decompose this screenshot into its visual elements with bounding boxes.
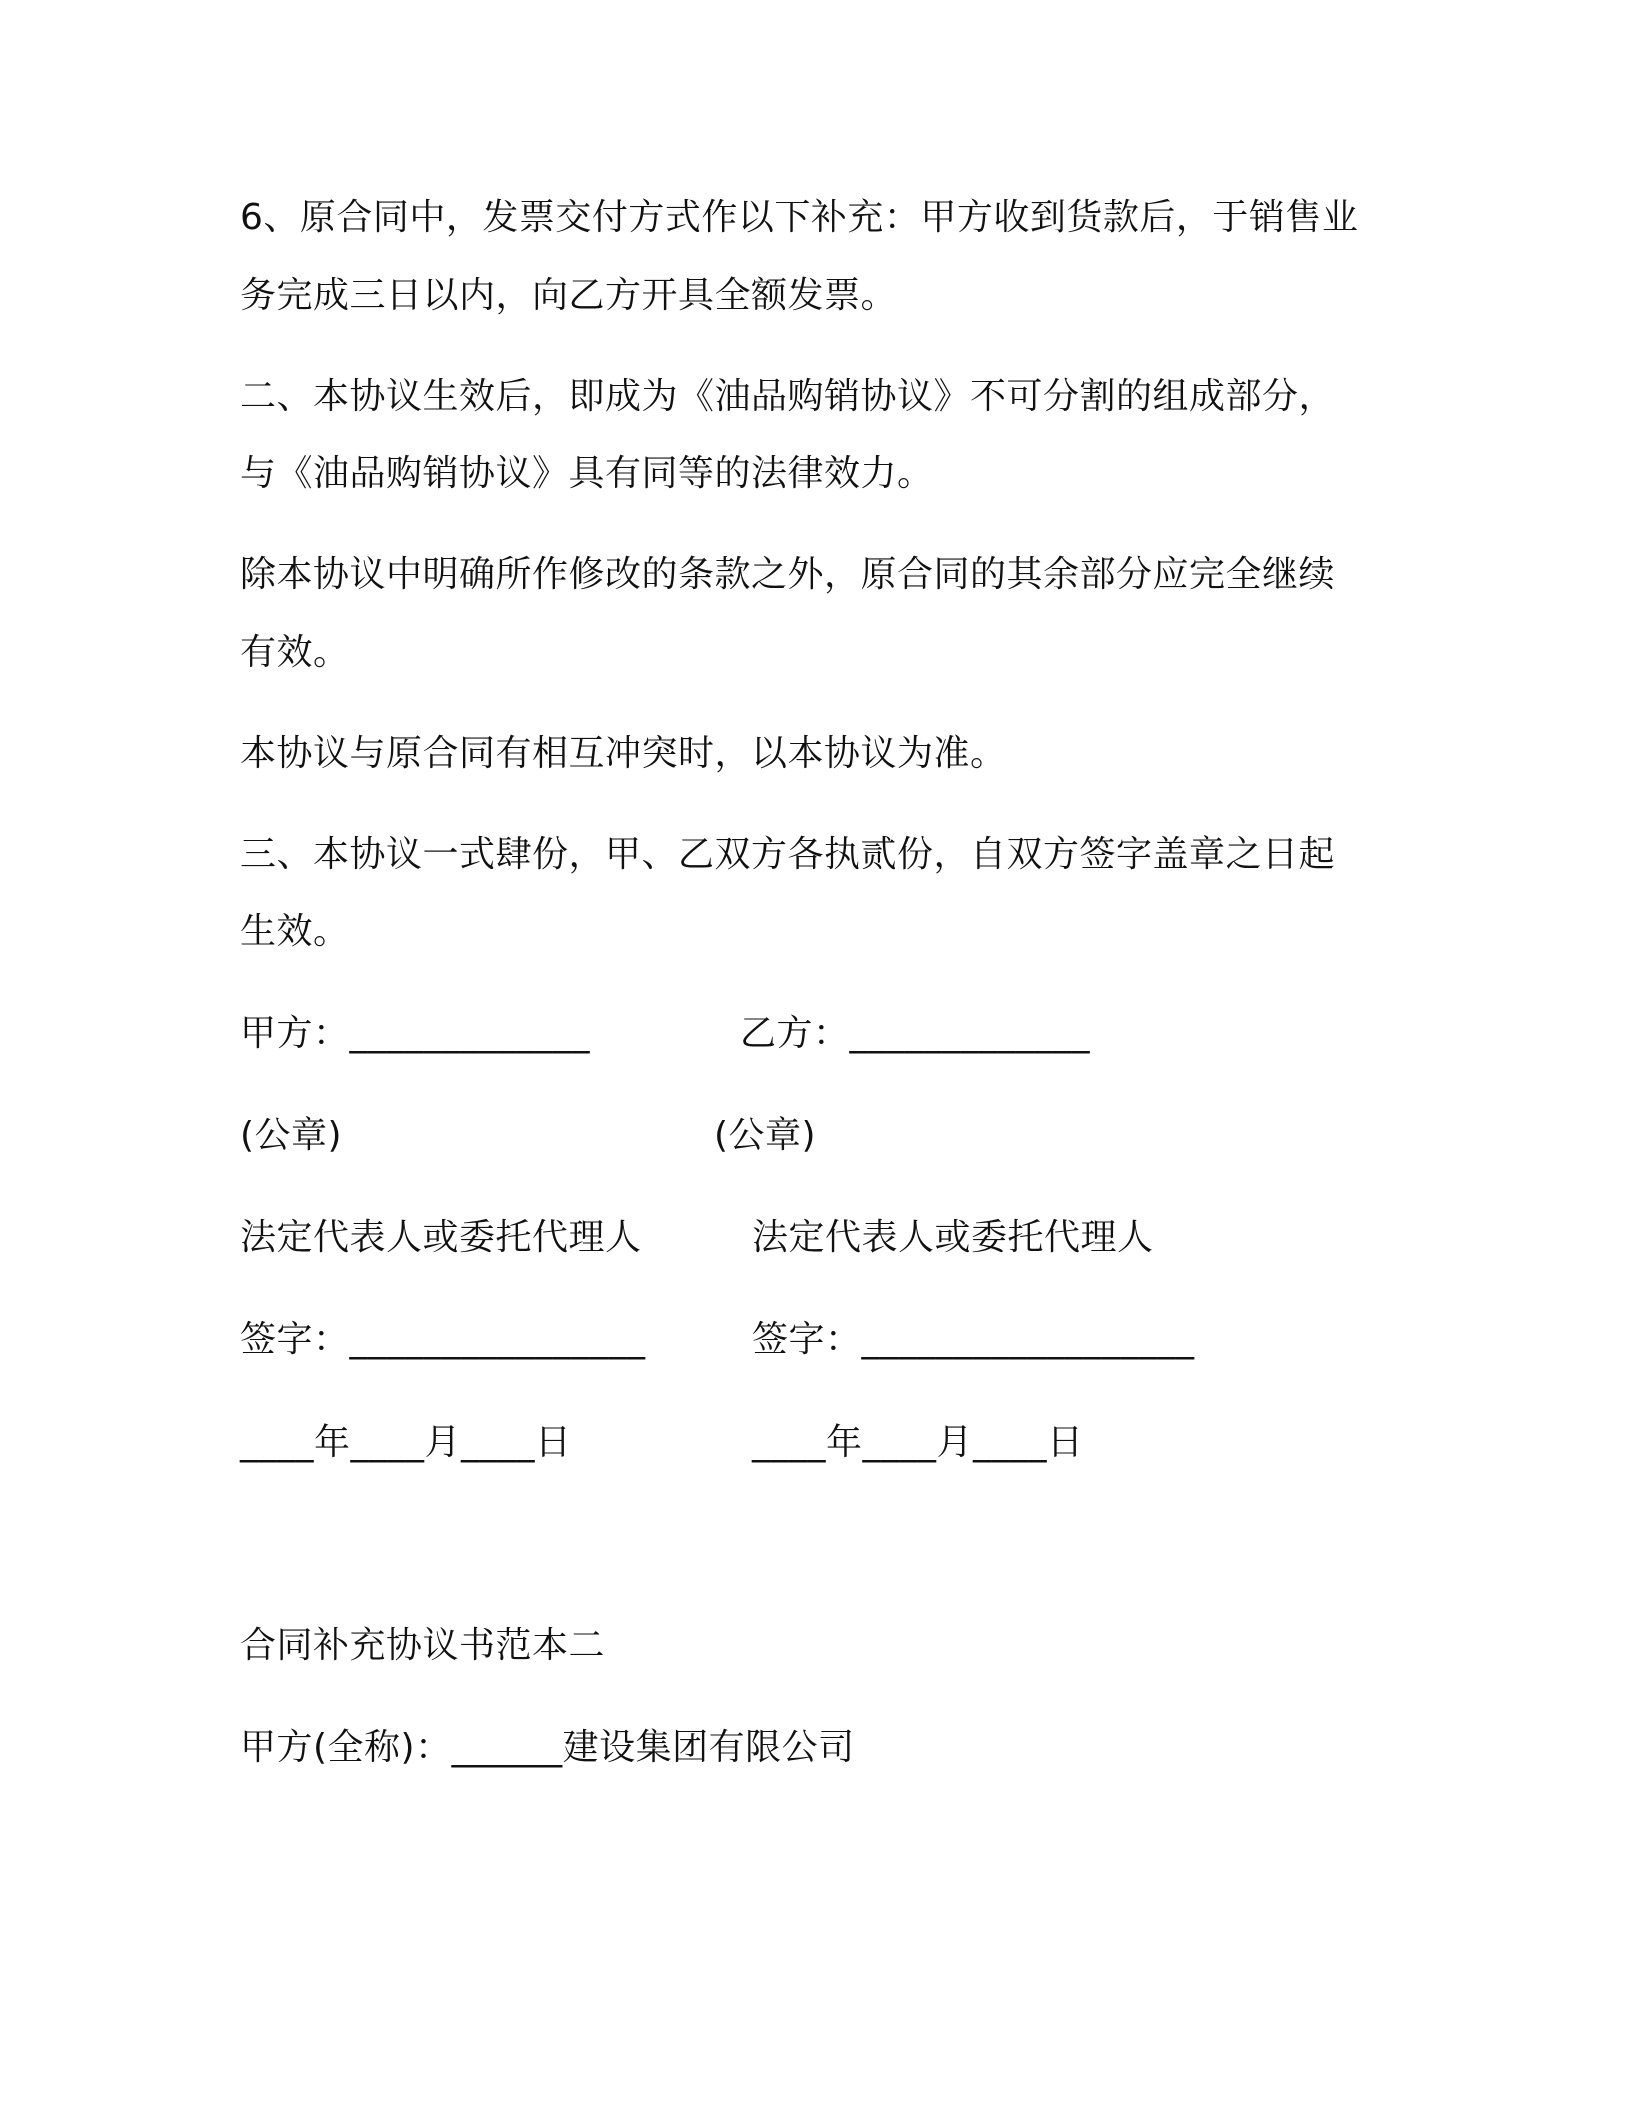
party-a-signature-line: 甲方：_____________: [240, 1013, 591, 1054]
conflict-clause: 本协议与原合同有相互冲突时，以本协议为准。: [240, 733, 1007, 774]
sample-2-title: 合同补充协议书范本二: [240, 1625, 606, 1666]
clause-2-line-1: 二、本协议生效后，即成为《油品购销协议》不可分割的组成部分，: [240, 376, 1336, 417]
party-b-date-field: ____年____月____日: [752, 1422, 1084, 1463]
party-a-sign-field: 签字：________________: [240, 1319, 646, 1360]
clause-6-line-2: 务完成三日以内，向乙方开具全额发票。: [240, 275, 898, 316]
remaining-clauses-line-1: 除本协议中明确所作修改的条款之外，原合同的其余部分应完全继续: [240, 554, 1336, 595]
party-a-representative: 法定代表人或委托代理人: [240, 1217, 642, 1258]
sample-2-party-a: 甲方(全称)：______建设集团有限公司: [240, 1727, 855, 1768]
party-b-representative: 法定代表人或委托代理人: [752, 1217, 1154, 1258]
clause-3-line-2: 生效。: [240, 911, 350, 952]
party-a-seal: (公章): [240, 1115, 343, 1156]
party-b-signature-line: 乙方：_____________: [740, 1013, 1091, 1054]
party-b-sign-field: 签字：__________________: [752, 1319, 1195, 1360]
clause-6-line-1: 6、原合同中，发票交付方式作以下补充：甲方收到货款后，于销售业: [240, 197, 1359, 238]
party-a-date-field: ____年____月____日: [240, 1422, 572, 1463]
clause-2-line-2: 与《油品购销协议》具有同等的法律效力。: [240, 453, 934, 494]
clause-3-line-1: 三、本协议一式肆份，甲、乙双方各执贰份，自双方签字盖章之日起: [240, 834, 1336, 875]
party-b-seal: (公章): [714, 1115, 817, 1156]
remaining-clauses-line-2: 有效。: [240, 632, 350, 673]
